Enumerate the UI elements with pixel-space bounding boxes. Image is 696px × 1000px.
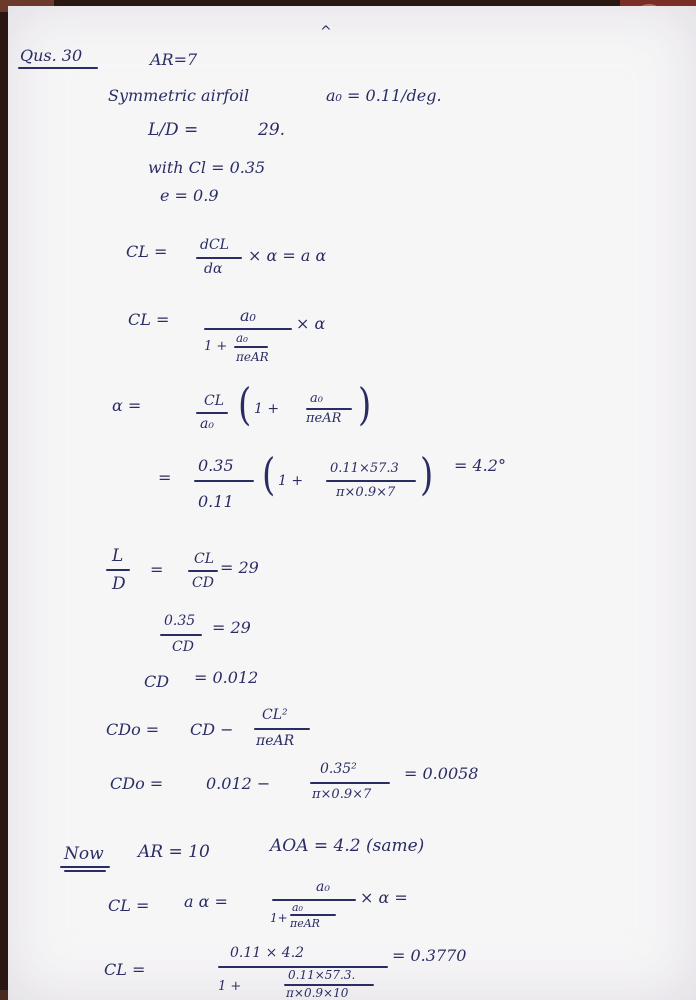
step1-num: dCL	[200, 237, 229, 253]
step11-lhs: CL =	[104, 960, 146, 979]
underline	[64, 870, 106, 872]
fraction-bar	[196, 412, 228, 414]
efficiency: e = 0.9	[160, 186, 219, 205]
step5-den: CD	[192, 575, 214, 591]
step3-pnum: a₀	[310, 391, 323, 406]
step10-num: a₀	[316, 879, 330, 895]
notebook-page	[8, 6, 696, 1000]
step4-result: = 4.2°	[454, 456, 506, 475]
step4-eq: =	[158, 468, 172, 487]
step11-result: = 0.3770	[392, 946, 467, 965]
step4-den: 0.11	[198, 492, 234, 511]
step7-lhs: CD	[144, 672, 170, 691]
step5-l: L	[112, 546, 124, 566]
fraction-bar	[290, 914, 336, 916]
step10-den-den: πeAR	[290, 917, 320, 930]
fraction-bar	[106, 569, 130, 571]
step10-mid: a α =	[184, 892, 228, 911]
fraction-bar	[204, 328, 292, 330]
step4-pnum: 0.11×57.3	[330, 461, 399, 476]
ld-label: L/D =	[148, 120, 199, 140]
stray-mark: ^	[320, 24, 332, 40]
step4-paren1: 1 +	[278, 473, 304, 489]
underline	[60, 866, 110, 868]
step11-den1: 1 +	[218, 979, 242, 994]
lift-slope: a₀ = 0.11/deg.	[326, 86, 442, 105]
step2-den-num: a₀	[236, 331, 248, 345]
step1-lhs: CL =	[126, 242, 168, 261]
step3-paren1: 1 +	[254, 401, 280, 417]
fraction-bar	[160, 634, 202, 636]
step4-num: 0.35	[198, 456, 234, 475]
ld-value: 29.	[258, 120, 286, 140]
fraction-bar	[188, 570, 218, 572]
step2-rest: × α	[296, 314, 326, 333]
step2-den1: 1 +	[204, 339, 228, 354]
step5-value: = 29	[220, 558, 259, 577]
now-aoa: AOA = 4.2 (same)	[270, 836, 425, 856]
open-paren: (	[238, 379, 252, 431]
step9-result: = 0.0058	[404, 764, 479, 783]
step8-num: CL²	[262, 707, 288, 723]
step3-pden: πeAR	[306, 411, 342, 426]
step11-num: 0.11 × 4.2	[230, 945, 305, 961]
now-label: Now	[64, 844, 104, 864]
step2-lhs: CL =	[128, 310, 170, 329]
step9-lhs: CDo =	[110, 774, 164, 793]
close-paren: )	[420, 449, 434, 501]
step8-mid: CD −	[190, 720, 234, 739]
step6-num: 0.35	[164, 613, 196, 629]
step7-value: = 0.012	[194, 668, 259, 687]
step10-lhs: CL =	[108, 896, 150, 915]
step4-pden: π×0.9×7	[336, 485, 396, 500]
step10-den-num: a₀	[292, 901, 303, 914]
open-paren: (	[262, 449, 276, 501]
underline	[18, 67, 98, 69]
step10-den1: 1+	[270, 911, 288, 925]
question-label: Qus. 30	[20, 46, 83, 65]
step3-lhs: α =	[112, 396, 142, 415]
step9-num: 0.35²	[320, 761, 357, 777]
fraction-bar	[326, 480, 416, 482]
fraction-bar	[310, 782, 390, 784]
step8-den: πeAR	[256, 733, 295, 749]
step5-eq: =	[150, 560, 164, 579]
fraction-bar	[306, 408, 352, 410]
step11-den-den: π×0.9×10	[286, 986, 349, 1000]
step11-den-num: 0.11×57.3.	[288, 968, 356, 982]
step9-v1: 0.012 −	[206, 774, 271, 793]
fraction-bar	[196, 257, 242, 259]
close-paren: )	[358, 379, 372, 431]
airfoil-text: Symmetric airfoil	[108, 86, 250, 105]
fraction-bar	[272, 899, 356, 901]
fraction-bar	[194, 480, 254, 482]
step6-value: = 29	[212, 618, 251, 637]
fraction-bar	[254, 728, 310, 730]
step5-num: CL	[194, 551, 215, 567]
fraction-bar	[234, 346, 268, 348]
step6-den: CD	[172, 639, 194, 655]
cl-given: with Cl = 0.35	[148, 158, 266, 177]
step3-num: CL	[204, 393, 225, 409]
step8-lhs: CDo =	[106, 720, 160, 739]
aspect-ratio: AR=7	[150, 50, 198, 69]
step9-den: π×0.9×7	[312, 787, 372, 802]
step1-rest: × α = a α	[248, 246, 327, 265]
step10-rest: × α =	[360, 888, 408, 907]
step2-den-den: πeAR	[236, 350, 269, 364]
now-ar: AR = 10	[138, 842, 210, 862]
step3-den: a₀	[200, 416, 214, 432]
step1-den: dα	[204, 261, 223, 277]
step2-num: a₀	[240, 306, 256, 325]
step5-d: D	[112, 574, 126, 594]
